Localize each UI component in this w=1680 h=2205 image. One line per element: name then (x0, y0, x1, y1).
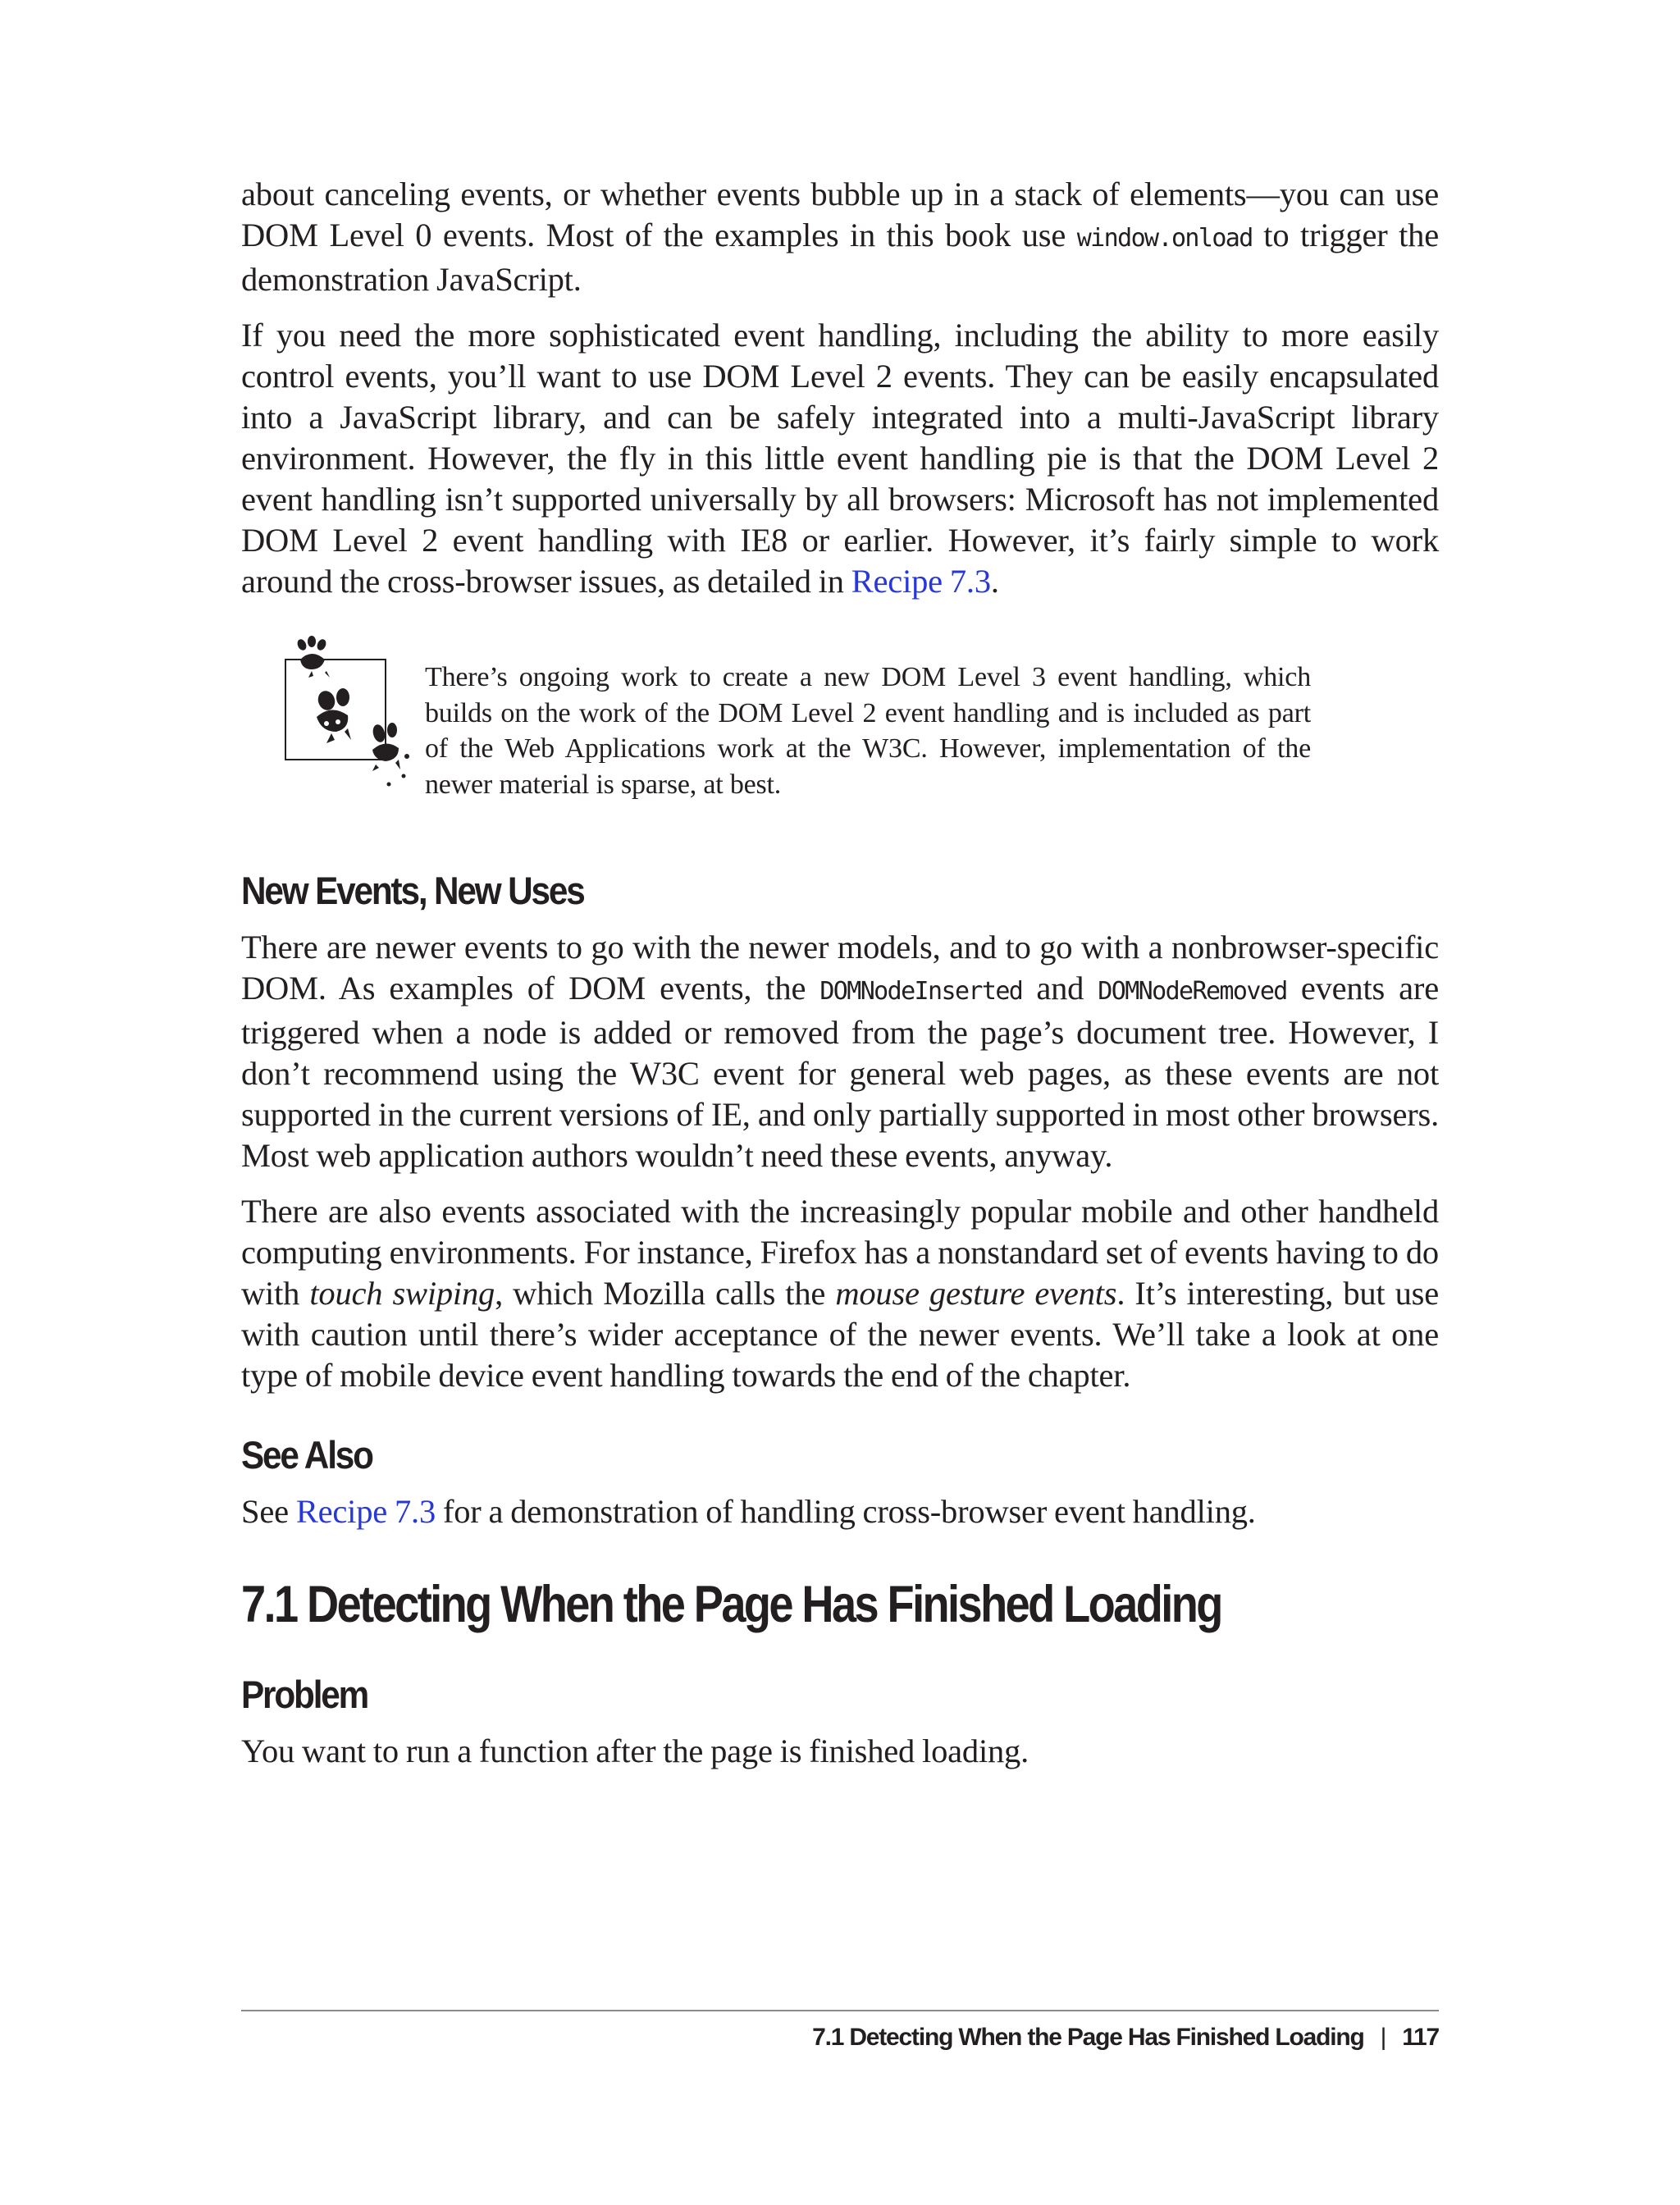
paragraph-dom-level-2 (241, 315, 1439, 602)
text-run: There are newer events to go with the newer models, and to go with a nonbrowser-specific DOM. As examples of DOM events, the (241, 929, 1439, 1007)
text-run: events are triggered when a node is added or removed from the page’s document tree. However, I don’t recommend using the W3C event for general web pages, as these events are not supported in the current versions of IE, and only partially supported in most other browsers. Most web application authors wouldn’t need these events, anyway. (241, 970, 1439, 1174)
code-window-onload: window.onload (1076, 224, 1253, 253)
paragraph-see-also (241, 1491, 1439, 1532)
recipe-heading: 7.1 Detecting When the Page Has Finished Loading (241, 1576, 1221, 1633)
footer-separator: | (1380, 2024, 1386, 2051)
page-number: 117 (1402, 2024, 1439, 2051)
recipe-7-3-link[interactable]: Recipe 7.3 (295, 1493, 436, 1530)
paragraph-problem: You want to run a function after the page is finished loading. (241, 1732, 1029, 1769)
code-domnoderemoved: DOMNodeRemoved (1098, 977, 1287, 1006)
text-run: See (241, 1493, 296, 1530)
paragraph-mobile-events (241, 1191, 1439, 1396)
text-run: There are also events associated with the increasingly popular mobile and other handheld computing environments. For instance, Firefox has a nonstandard set of events having to do with (241, 1193, 1439, 1312)
text-run: , which Mozilla calls the (495, 1275, 836, 1312)
text-run: . It’s interesting, but use with caution until there’s wider acceptance of the newer events. We’ll take a look at one type of mobile device event handling towards the end of the chapter. (241, 1275, 1439, 1394)
footer-running-title: 7.1 Detecting When the Page Has Finished Loading (812, 2024, 1364, 2051)
code-domnodeinserted: DOMNodeInserted (819, 977, 1023, 1006)
section-heading-see-also: See Also (241, 1433, 372, 1477)
page-footer (812, 2021, 1439, 2054)
text-run: . (990, 563, 999, 600)
emphasis-touch-swiping: touch swiping (309, 1275, 495, 1312)
tip-note-text: There’s ongoing work to create a new DOM Level 3 event handling, which builds on the work of the DOM Level 2 event handling and is included as part of the Web Applications work at the W3C. However, implementation of the newer material is sparse, at best. (425, 662, 1311, 800)
text-run: to trigger the demonstration JavaScript. (241, 217, 1439, 298)
text-run: If you need the more sophisticated event handling, including the ability to more easily control events, you’ll want to use DOM Level 2 events. They can be easily encapsulated into a JavaScript library, and can be safely integrated into a multi-JavaScript library environment. However, the fly in this little event handling pie is that the DOM Level 2 event handling isn’t supported universally by all browsers: Microsoft has not implemented DOM Level 2 event handling with IE8 or earlier. However, it’s fairly simple to work around the cross-browser issues, as detailed in (241, 317, 1439, 600)
text-run: about canceling events, or whether events bubble up in a stack of elements—you can use DOM Level 0 events. Most of the examples in this book use (241, 176, 1439, 253)
recipe-7-3-link[interactable]: Recipe 7.3 (851, 563, 991, 600)
text-run: and (1022, 970, 1098, 1007)
emphasis-mouse-gesture-events: mouse gesture events (835, 1275, 1117, 1312)
text-run: for a demonstration of handling cross-browser event handling. (436, 1493, 1256, 1530)
page-content (241, 174, 1439, 1787)
section-heading-problem: Problem (241, 1673, 368, 1716)
footer-rule (241, 2010, 1439, 2011)
section-heading-new-events: New Events, New Uses (241, 869, 584, 912)
tip-note (241, 635, 1439, 832)
paragraph-dom-level-0 (241, 174, 1439, 300)
tip-animal-icon (284, 635, 415, 799)
paragraph-newer-events (241, 927, 1439, 1176)
